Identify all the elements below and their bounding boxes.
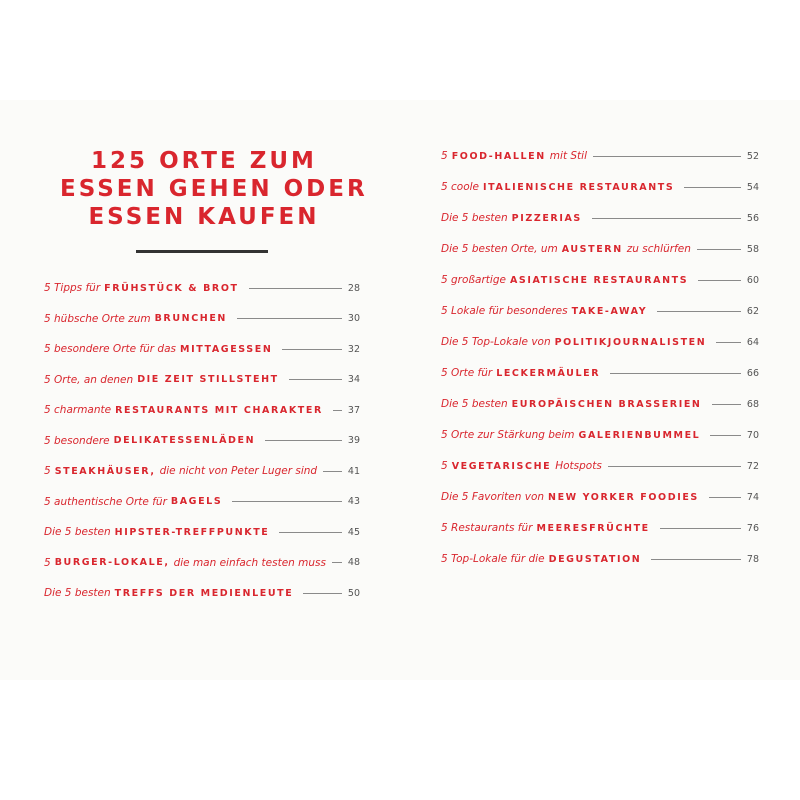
toc-entry-lead: 5 coole bbox=[441, 181, 480, 193]
toc-entry-lead: Die 5 Top-Lokale von bbox=[441, 336, 551, 348]
toc-page-number: 60 bbox=[746, 274, 759, 286]
toc-page-number: 52 bbox=[746, 150, 759, 162]
toc-leader-line bbox=[716, 342, 741, 343]
toc-entry-lead: Die 5 besten bbox=[44, 587, 111, 599]
toc-entry-keyword: ASIATISCHE RESTAURANTS bbox=[509, 274, 689, 286]
toc-leader-line bbox=[282, 349, 342, 350]
toc-entry-trail: zu schlürfen bbox=[626, 243, 691, 255]
toc-entry-keyword: VEGETARISCHE bbox=[451, 460, 552, 472]
toc-entry-lead: 5 hübsche Orte zum bbox=[44, 312, 151, 325]
toc-page-number: 66 bbox=[746, 367, 759, 379]
toc-entry-lead: Die 5 Favoriten von bbox=[441, 491, 545, 503]
toc-entry-keyword: MITTAGESSEN bbox=[180, 343, 273, 355]
toc-leader-line bbox=[698, 280, 741, 281]
title-divider bbox=[136, 250, 268, 253]
toc-page-number: 30 bbox=[347, 313, 360, 324]
toc-entry[interactable] bbox=[441, 270, 759, 290]
toc-page-number: 58 bbox=[746, 243, 759, 255]
toc-entry-lead: 5 authentische Orte für bbox=[44, 495, 167, 508]
toc-entry-lead: 5 Orte für bbox=[441, 367, 493, 379]
toc-entry-keyword: NEW YORKER FOODIES bbox=[548, 491, 699, 503]
toc-leader-line bbox=[697, 249, 741, 250]
toc-entry-keyword: TAKE-AWAY bbox=[571, 305, 648, 317]
toc-leader-line bbox=[710, 435, 741, 436]
toc-leader-line bbox=[684, 187, 741, 188]
toc-entry-lead: 5 Lokale für besonderes bbox=[441, 305, 568, 317]
toc-entry[interactable] bbox=[441, 332, 759, 352]
toc-entry-keyword: FRÜHSTÜCK & BROT bbox=[104, 282, 239, 294]
toc-leader-line bbox=[610, 373, 741, 374]
toc-entry-lead: 5 bbox=[441, 150, 448, 162]
toc-entry[interactable] bbox=[44, 461, 360, 481]
toc-entry-keyword: ITALIENISCHE RESTAURANTS bbox=[483, 181, 675, 193]
toc-entry-lead: 5 charmante bbox=[44, 404, 112, 416]
toc-entry-lead: 5 Top-Lokale für die bbox=[441, 553, 545, 565]
toc-entry-keyword: PIZZERIAS bbox=[511, 212, 582, 224]
toc-entry-keyword: DEGUSTATION bbox=[548, 553, 642, 565]
toc-entry[interactable] bbox=[441, 208, 759, 228]
toc-entry-keyword: FOOD-HALLEN bbox=[451, 150, 546, 162]
toc-entry[interactable] bbox=[441, 146, 759, 166]
toc-entry-lead: 5 Orte, an denen bbox=[44, 373, 134, 386]
toc-leader-line bbox=[323, 471, 342, 472]
toc-entry-lead: 5 Tipps für bbox=[44, 282, 101, 294]
toc-entry-lead: 5 Orte zur Stärkung beim bbox=[441, 429, 575, 441]
toc-leader-line bbox=[593, 156, 741, 157]
toc-leader-line bbox=[332, 562, 342, 563]
toc-entry-keyword: STEAKHÄUSER, bbox=[54, 465, 156, 477]
toc-entry[interactable] bbox=[441, 487, 759, 507]
toc-leader-line bbox=[279, 532, 342, 533]
toc-page-number: 56 bbox=[746, 212, 759, 224]
toc-entry[interactable] bbox=[441, 456, 759, 476]
toc-leader-line bbox=[333, 410, 342, 411]
toc-entry-keyword: DIE ZEIT STILLSTEHT bbox=[137, 374, 279, 385]
toc-entry[interactable] bbox=[441, 239, 759, 259]
toc-page-number: 72 bbox=[746, 460, 759, 472]
toc-page-number: 70 bbox=[746, 429, 759, 441]
toc-leader-line bbox=[265, 440, 342, 441]
toc-entry-lead: 5 besondere Orte für das bbox=[44, 343, 177, 355]
toc-entry-lead: 5 besondere bbox=[44, 434, 110, 447]
toc-entry[interactable] bbox=[44, 400, 360, 420]
toc-entry[interactable] bbox=[441, 363, 759, 383]
toc-entry[interactable] bbox=[441, 394, 759, 414]
toc-entry-keyword: DELIKATESSENLÄDEN bbox=[113, 435, 256, 446]
toc-leader-line bbox=[592, 218, 741, 219]
toc-entry[interactable] bbox=[44, 583, 360, 603]
toc-leader-line bbox=[712, 404, 742, 405]
toc-page-number: 28 bbox=[347, 282, 360, 294]
toc-page-number: 64 bbox=[746, 336, 759, 348]
toc-entry[interactable] bbox=[44, 431, 360, 451]
toc-leader-line bbox=[651, 559, 741, 560]
toc-leader-line bbox=[608, 466, 741, 467]
toc-entry-lead: 5 bbox=[44, 556, 51, 569]
toc-entry-keyword: POLITIKJOURNALISTEN bbox=[554, 336, 707, 348]
toc-entry-keyword: BAGELS bbox=[170, 496, 223, 507]
toc-leader-line bbox=[237, 318, 342, 319]
toc-entry-lead: 5 großartige bbox=[441, 274, 506, 286]
toc-leader-line bbox=[657, 311, 741, 312]
toc-leader-line bbox=[249, 288, 342, 289]
toc-page-number: 43 bbox=[347, 496, 360, 507]
toc-entry-keyword: HIPSTER-TREFFPUNKTE bbox=[114, 526, 270, 538]
toc-entry-keyword: EUROPÄISCHEN BRASSERIEN bbox=[511, 398, 702, 410]
toc-entry[interactable] bbox=[441, 425, 759, 445]
toc-entry-trail: die man einfach testen muss bbox=[173, 556, 326, 569]
toc-page-number: 74 bbox=[746, 491, 759, 503]
toc-entry-keyword: RESTAURANTS MIT CHARAKTER bbox=[115, 404, 323, 416]
toc-leader-line bbox=[660, 528, 741, 529]
toc-entry-trail: Hotspots bbox=[555, 460, 602, 472]
toc-entry[interactable] bbox=[44, 278, 360, 298]
toc-entry[interactable] bbox=[441, 549, 759, 569]
toc-entry[interactable] bbox=[44, 370, 360, 390]
title-line: 125 ORTE ZUM bbox=[91, 148, 317, 174]
toc-entry[interactable] bbox=[44, 492, 360, 512]
title-line: ESSEN KAUFEN bbox=[88, 204, 320, 230]
page-bottom-margin bbox=[0, 680, 800, 800]
toc-page-number: 76 bbox=[746, 522, 759, 534]
toc-entry-keyword: GALERIENBUMMEL bbox=[578, 429, 701, 441]
toc-entry-keyword: BURGER-LOKALE, bbox=[54, 557, 170, 568]
toc-page-number: 37 bbox=[347, 404, 360, 416]
toc-page-number: 54 bbox=[746, 181, 759, 193]
toc-entry-lead: 5 bbox=[441, 460, 448, 472]
toc-entry-keyword: AUSTERN bbox=[561, 243, 623, 255]
toc-entry[interactable] bbox=[441, 301, 759, 321]
toc-entry[interactable] bbox=[44, 339, 360, 359]
toc-page-number: 32 bbox=[347, 343, 360, 355]
toc-page-number: 50 bbox=[347, 587, 360, 599]
toc-leader-line bbox=[232, 501, 342, 502]
toc-page-number: 62 bbox=[746, 305, 759, 317]
toc-entry-keyword: BRUNCHEN bbox=[154, 313, 227, 324]
toc-entry-trail: die nicht von Peter Luger sind bbox=[159, 465, 318, 477]
toc-page-number: 78 bbox=[746, 553, 759, 565]
toc-entry-keyword: MEERESFRÜCHTE bbox=[536, 522, 650, 534]
toc-entry-keyword: TREFFS DER MEDIENLEUTE bbox=[114, 587, 294, 599]
toc-entry[interactable] bbox=[441, 518, 759, 538]
toc-page-number: 48 bbox=[347, 557, 360, 568]
page-top-margin bbox=[0, 0, 800, 100]
toc-entry-lead: 5 bbox=[44, 465, 51, 477]
toc-entry[interactable] bbox=[44, 309, 360, 329]
toc-entry-lead: Die 5 besten bbox=[441, 212, 508, 224]
toc-entry-lead: 5 Restaurants für bbox=[441, 522, 533, 534]
toc-leader-line bbox=[289, 379, 342, 380]
page-title bbox=[60, 147, 368, 231]
toc-entry-trail: mit Stil bbox=[549, 150, 588, 162]
toc-entry-lead: Die 5 besten bbox=[441, 398, 508, 410]
toc-page-number: 45 bbox=[347, 526, 360, 538]
toc-page-number: 41 bbox=[347, 465, 360, 477]
toc-entry[interactable] bbox=[44, 553, 360, 573]
toc-entry[interactable] bbox=[441, 177, 759, 197]
toc-leader-line bbox=[303, 593, 342, 594]
title-line: ESSEN GEHEN ODER bbox=[60, 176, 368, 202]
toc-page-number: 34 bbox=[347, 374, 360, 385]
toc-page-number: 68 bbox=[746, 398, 759, 410]
toc-entry-lead: Die 5 besten Orte, um bbox=[441, 243, 558, 255]
toc-page-number: 39 bbox=[347, 435, 360, 446]
toc-leader-line bbox=[709, 497, 741, 498]
toc-entry[interactable] bbox=[44, 522, 360, 542]
toc-entry-keyword: LECKERMÄULER bbox=[496, 367, 601, 379]
toc-entry-lead: Die 5 besten bbox=[44, 526, 111, 538]
